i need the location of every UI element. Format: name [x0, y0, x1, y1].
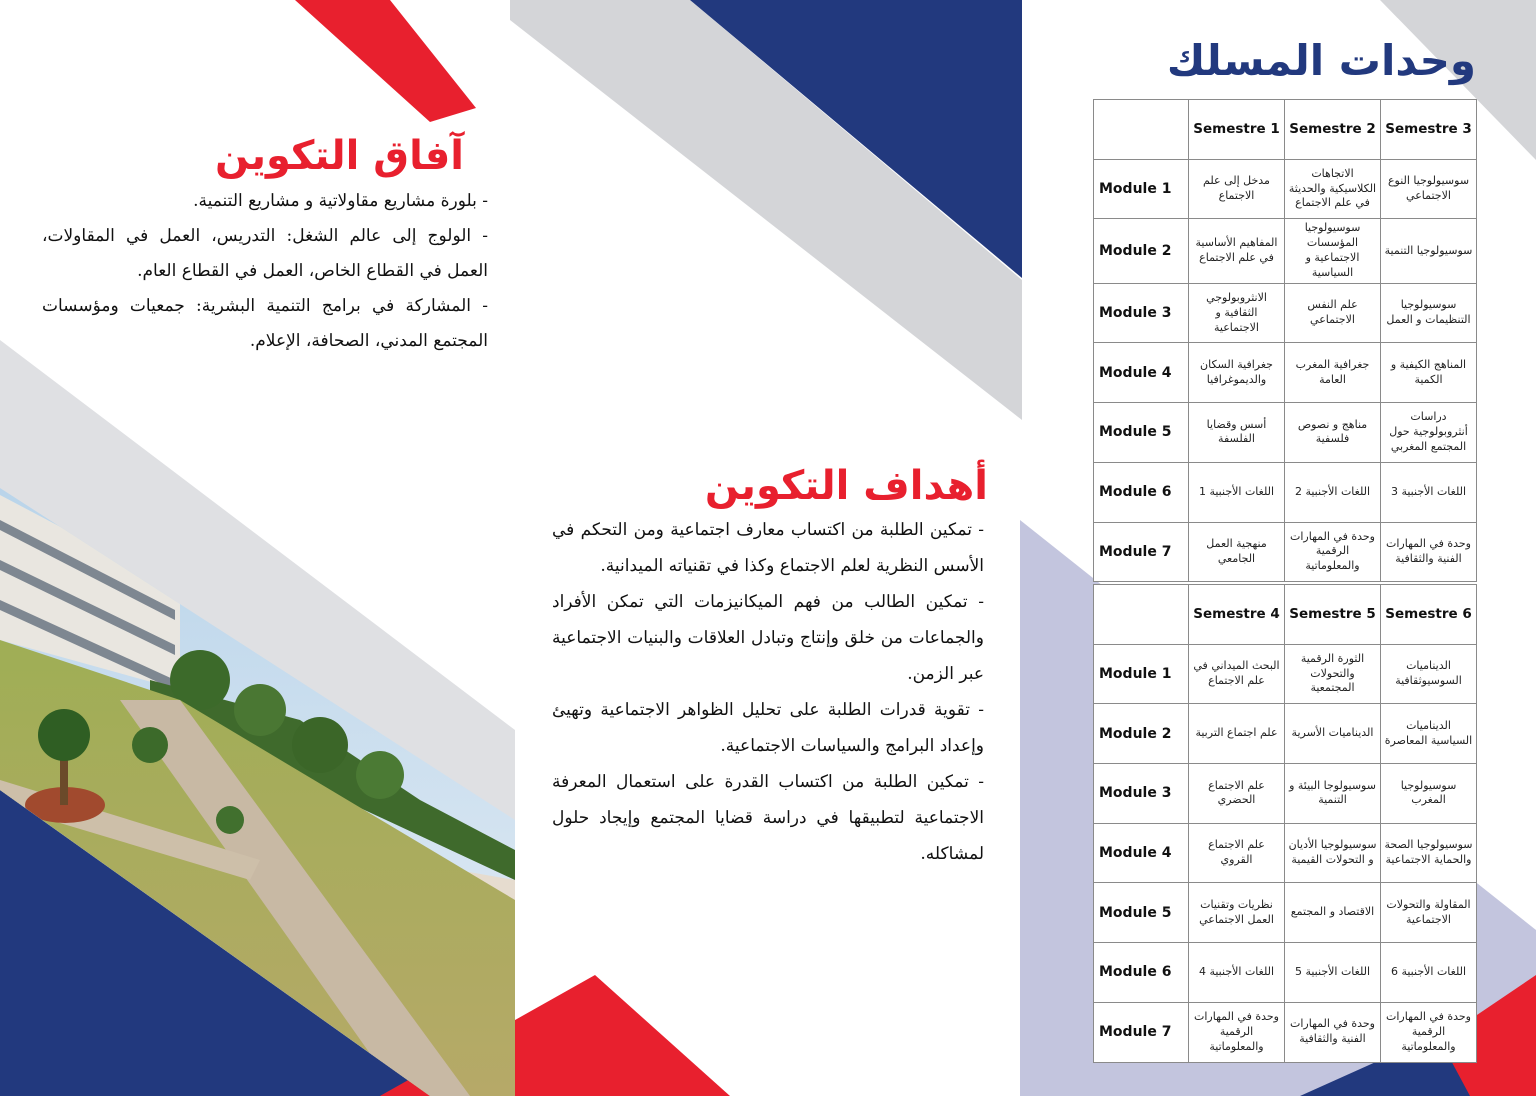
module-cell: سوسيولوجيا الصحة والحماية الاجتماعية [1381, 823, 1477, 883]
table-row [1094, 403, 1477, 463]
module-cell: الاتجاهات الكلاسيكية والحديثة في علم الاجتماع [1285, 159, 1381, 219]
semester-header: Semestre 3 [1381, 100, 1477, 160]
objectives-bullet: - تمكين الطلبة من اكتساب معارف اجتماعية ومن التحكم في الأسس النظرية لعلم الاجتماع وكذا في تقنياته الميدانية. [552, 520, 984, 576]
table-row [1094, 522, 1477, 582]
module-cell: الديناميات السياسية المعاصرة [1381, 704, 1477, 764]
module-cell: سوسيولوجيا الأديان و التحولات القيمية [1285, 823, 1381, 883]
module-label: Module 6 [1094, 943, 1189, 1003]
module-cell: المقاولة والتحولات الاجتماعية [1381, 883, 1477, 943]
module-cell: علم الاجتماع الحضري [1189, 764, 1285, 824]
table-row [1094, 462, 1477, 522]
table-row [1094, 823, 1477, 883]
objectives-bullet: - تقوية قدرات الطلبة على تحليل الظواهر الاجتماعية وتهيئ وإعداد البرامج والسياسات الاجتماعية. [552, 700, 984, 756]
module-cell: الثورة الرقمية والتحولات المجتمعية [1285, 644, 1381, 704]
module-label: Module 7 [1094, 522, 1189, 582]
semester-header: Semestre 2 [1285, 100, 1381, 160]
module-cell: اللغات الأجنبية 1 [1189, 462, 1285, 522]
module-cell: منهجية العمل الجامعي [1189, 522, 1285, 582]
table-row [1094, 883, 1477, 943]
modules-title: وحدات المسلك [1166, 36, 1476, 85]
modules-table-semesters-4-6 [1093, 584, 1477, 1063]
semester-header: Semestre 5 [1285, 585, 1381, 645]
module-cell: علم النفس الاجتماعي [1285, 283, 1381, 343]
module-label: Module 3 [1094, 283, 1189, 343]
module-cell: الديناميات الأسرية [1285, 704, 1381, 764]
semester-header: Semestre 4 [1189, 585, 1285, 645]
table-row [1094, 943, 1477, 1003]
table-row [1094, 644, 1477, 704]
semester-header: Semestre 6 [1381, 585, 1477, 645]
module-cell: وحدة في المهارات الرقمية والمعلوماتية [1381, 1002, 1477, 1062]
horizons-bullet: - الولوج إلى عالم الشغل: التدريس، العمل في المقاولات، العمل في القطاع الخاص، العمل في القطاع العام. [42, 226, 488, 281]
modules-table-semesters-1-3 [1093, 99, 1477, 582]
table-row [1094, 159, 1477, 219]
objectives-bullet: - تمكين الطلبة من اكتساب القدرة على استعمال المعرفة الاجتماعية لتطبيقها في دراسة قضايا المجتمع وإيجاد حلول لمشاكله. [552, 772, 984, 864]
table-row [1094, 764, 1477, 824]
module-label: Module 1 [1094, 644, 1189, 704]
table-row [1094, 343, 1477, 403]
module-cell: سوسيولوجيا التنمية [1381, 219, 1477, 283]
module-cell: جغرافية المغرب العامة [1285, 343, 1381, 403]
objectives-bullets [552, 512, 984, 872]
table-corner-cell [1094, 585, 1189, 645]
module-cell: وحدة في المهارات الرقمية والمعلوماتية [1189, 1002, 1285, 1062]
module-cell: مدخل إلى علم الاجتماع [1189, 159, 1285, 219]
module-cell: سوسيولوجيا التنظيمات و العمل [1381, 283, 1477, 343]
module-cell: وحدة في المهارات الرقمية والمعلوماتية [1285, 522, 1381, 582]
semester-header: Semestre 1 [1189, 100, 1285, 160]
table-row [1094, 1002, 1477, 1062]
module-label: Module 6 [1094, 462, 1189, 522]
module-label: Module 2 [1094, 704, 1189, 764]
module-cell: سوسيولوجيا المغرب [1381, 764, 1477, 824]
horizons-bullet: - المشاركة في برامج التنمية البشرية: جمعيات ومؤسسات المجتمع المدني، الصحافة، الإعلام. [42, 296, 488, 351]
table-row [1094, 219, 1477, 283]
module-cell: المفاهيم الأساسية في علم الاجتماع [1189, 219, 1285, 283]
table-header-row [1094, 100, 1477, 160]
module-label: Module 2 [1094, 219, 1189, 283]
module-label: Module 4 [1094, 343, 1189, 403]
table-row [1094, 704, 1477, 764]
module-cell: سوسيولوجا البيئة و التنمية [1285, 764, 1381, 824]
module-cell: سوسيولوجيا المؤسسات الاجتماعية و السياسية [1285, 219, 1381, 283]
module-label: Module 4 [1094, 823, 1189, 883]
module-label: Module 5 [1094, 883, 1189, 943]
module-cell: اللغات الأجنبية 3 [1381, 462, 1477, 522]
module-cell: علم الاجتماع القروي [1189, 823, 1285, 883]
module-cell: اللغات الأجنبية 5 [1285, 943, 1381, 1003]
module-label: Module 1 [1094, 159, 1189, 219]
module-label: Module 3 [1094, 764, 1189, 824]
module-cell: اللغات الأجنبية 6 [1381, 943, 1477, 1003]
module-cell: اللغات الأجنبية 4 [1189, 943, 1285, 1003]
module-cell: وحدة في المهارات الفنية والثقافية [1381, 522, 1477, 582]
module-cell: الاقتصاد و المجتمع [1285, 883, 1381, 943]
module-cell: دراسات أنثروبولوجية حول المجتمع المغربي [1381, 403, 1477, 463]
horizons-title: آفاق التكوين [214, 133, 464, 179]
module-label: Module 5 [1094, 403, 1189, 463]
table-header-row [1094, 585, 1477, 645]
module-label: Module 7 [1094, 1002, 1189, 1062]
module-cell: الديناميات السوسيوثقافية [1381, 644, 1477, 704]
horizons-bullets [42, 184, 488, 359]
table-corner-cell [1094, 100, 1189, 160]
objectives-bullet: - تمكين الطالب من فهم الميكانيزمات التي تمكن الأفراد والجماعات من خلق وإنتاج وتبادل العلاقات والبنيات الاجتماعية عبر الزمن. [552, 592, 984, 684]
module-cell: الانثروبولوجي الثقافية و الاجتماعية [1189, 283, 1285, 343]
module-cell: سوسيولوجيا النوع الاجتماعي [1381, 159, 1477, 219]
module-cell: نظريات وتقنيات العمل الاجتماعي [1189, 883, 1285, 943]
module-cell: أسس وقضايا الفلسفة [1189, 403, 1285, 463]
module-cell: وحدة في المهارات الفنية والثقافية [1285, 1002, 1381, 1062]
module-cell: اللغات الأجنبية 2 [1285, 462, 1381, 522]
module-cell: مناهج و نصوص فلسفية [1285, 403, 1381, 463]
module-cell: علم اجتماع التربية [1189, 704, 1285, 764]
module-cell: جغرافية السكان والديموغرافيا [1189, 343, 1285, 403]
module-cell: المناهج الكيفية و الكمية [1381, 343, 1477, 403]
horizons-bullet: - بلورة مشاريع مقاولاتية و مشاريع التنمية. [193, 191, 488, 211]
table-row [1094, 283, 1477, 343]
module-cell: البحث الميداني في علم الاجتماع [1189, 644, 1285, 704]
objectives-title: أهداف التكوين [704, 463, 988, 509]
